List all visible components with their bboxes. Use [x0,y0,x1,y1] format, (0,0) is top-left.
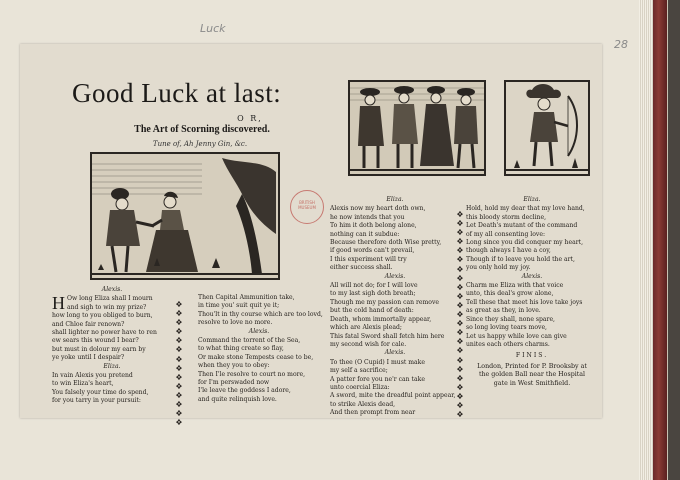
verse-line: this bloody storm decline, [466,213,547,221]
verse-line: in time you' suit quit ye it; [198,302,280,310]
group-illustration [350,82,484,174]
verse-line: You falsely your time do spend, [52,388,149,396]
woodcut-group [348,80,486,176]
verse-speaker: Alexis. [384,272,406,280]
verse-line: and quite relinquish love. [198,395,277,403]
woodcut-archer [504,80,590,176]
drop-cap: H [52,293,65,314]
verse-line: To him it doth belong alone, [330,222,417,230]
verse-line: Though if to leave you hold the art, [466,255,575,263]
verse-speaker: Alexis. [521,272,543,280]
verse-line: which are Alexis plead; [330,324,402,332]
verse-line: In vain Alexis you pretend [52,372,133,380]
ballad-subtitle: The Art of Scorning discovered. [134,124,270,135]
ornament-column: ❖ ❖ ❖ ❖ ❖ ❖ ❖ ❖ ❖ ❖ ❖ ❖ ❖ ❖ ❖ ❖ ❖ ❖ ❖ ❖ ❖ ❖ ❖ [456,210,464,420]
verse-line: Tell these that meet his love take joys [466,298,583,306]
verse-speaker: Alexis. [384,349,406,357]
verse-line: resolve to love no more. [198,319,273,327]
ballad-or: O R, [237,114,263,123]
verse-line: shall lighter no power have to ren [52,329,157,337]
verse-line: Alexis now my heart doth own, [330,205,426,213]
ballad-title: Good Luck at last: [72,78,282,108]
verse-line: how long to you obliged to burn, [52,312,153,320]
imprint-line: the golden Ball near the Hospital [478,371,586,379]
page-edges [639,0,653,480]
verse-line: and Chloe fair renown? [52,320,125,328]
book-spine [653,0,667,480]
verse-line: to what thing create so flay, [198,345,284,353]
verse-line: nothing can it subdue: [330,230,400,238]
archer-illustration [506,82,588,174]
verse-line: my self a sacrifice; [330,367,388,375]
verse-speaker: Alexis. [248,327,270,335]
verse-line: Hold, hold my dear that my love hand, [466,205,585,213]
verse-line: Long since you did conquer my heart, [466,239,584,247]
verse-line: when they you to obey: [198,362,270,370]
verse-line: Let Death's mutant of the command [466,222,578,230]
couple-illustration [92,154,278,278]
verse-line: for I'm perswaded now [198,379,270,387]
imprint-line: London, Printed for P. Brooksby at [477,362,587,370]
verse-line: of my all consenting love: [466,230,546,238]
verse-line: for you tarry in your pursuit: [52,397,141,405]
pencil-annotation: Luck [200,22,226,35]
verse-line: though always I have a coy, [466,247,551,255]
verse-line: Let us happy while love can give [466,332,567,340]
column-a-heading: Alexis. [101,286,123,293]
column-d-heading: Eliza. [523,196,541,203]
verse-line: Since they shall, none spare, [466,315,555,323]
finis-mark: FINIS. [515,352,549,360]
left-half [20,44,324,428]
verse-line: you only hold my joy. [466,264,531,272]
verse-column-c [330,196,460,418]
verse-line: to win Eliza's heart, [52,380,114,388]
imprint-line: gate in West Smithfield. [493,379,571,387]
verse-column-d [466,196,598,389]
verse-line: Though me my passion can remove [330,298,440,306]
verse-line: Death, whom immortally appear, [330,315,432,323]
verse-line: Then Capital Ammunition take, [198,294,295,301]
verse-line: if good words can't prevail, [330,247,415,255]
verse-line: but the cold hand of death: [330,307,414,315]
ornament-column: ❖ ❖ ❖ ❖ ❖ ❖ ❖ ❖ ❖ ❖ ❖ ❖ ❖ ❖ [175,300,183,428]
verse-line: and sigh to win my prize? [67,303,147,311]
page-number: 28 [614,38,628,51]
verse-line: ew sears this wound I bear? [52,337,139,345]
museum-stamp [290,190,324,224]
verse-line: A patter fore you ne'r can take [330,375,425,383]
verse-line: ye yoke until I despair? [52,354,125,362]
verse-line: All will not do; for I will love [330,282,418,290]
verse-line: Then I'le resolve to court no more, [198,370,306,378]
verse-line: he now intends that you [330,213,405,221]
verse-line: so long loving tears move, [466,324,547,332]
verse-line: my second wish for cale. [330,340,407,348]
verse-column-a [52,286,172,406]
verse-line: either success shall. [330,264,393,272]
broadside-sheet [20,44,602,428]
ballad-tune: Tune of, Ah Jenny Gin, &c. [152,140,248,148]
verse-line: unites each others charms. [466,340,550,348]
verse-line: Ow long Eliza shall I mourn [67,295,153,303]
verse-line: but must in dolour my earn by [52,345,146,353]
verse-line: I'le leave the goddess I adore, [198,387,291,395]
verse-line: unto coercial Eliza: [330,383,390,391]
verse-line: unto, this deal's grow alone, [466,290,554,298]
verse-line: I this experiment will try [330,255,407,263]
verse-column-b [198,294,323,404]
verse-line: And then prompt from near [330,409,416,417]
verse-line: Because therefore doth Wise pretty, [330,239,442,247]
verse-speaker: Eliza. [103,362,121,370]
verse-line: This fatal Sword shall fetch him here [330,332,445,340]
verse-line: Or make stone Tempests cease to be, [198,353,314,361]
verse-line: to strike Alexis dead, [330,400,396,408]
column-c-heading: Eliza. [386,196,404,203]
verse-line: A sword, mite the dreadful point appear, [330,392,456,400]
verse-line: Thou'lt in thy course which are too lovd, [198,310,323,318]
woodcut-couple [90,152,280,280]
stamp-line-1: BRITISH [299,200,315,205]
verse-line: as great as they, in love. [466,307,541,315]
verse-line: Charm me Eliza with that voice [466,282,564,290]
verse-line: to my last sigh doth breath; [330,290,416,298]
verse-line: To thee (O Cupid) I must make [330,358,425,366]
verse-line: Command the torrent of the Sea, [198,337,301,345]
stamp-line-2: MUSEUM [298,205,316,210]
